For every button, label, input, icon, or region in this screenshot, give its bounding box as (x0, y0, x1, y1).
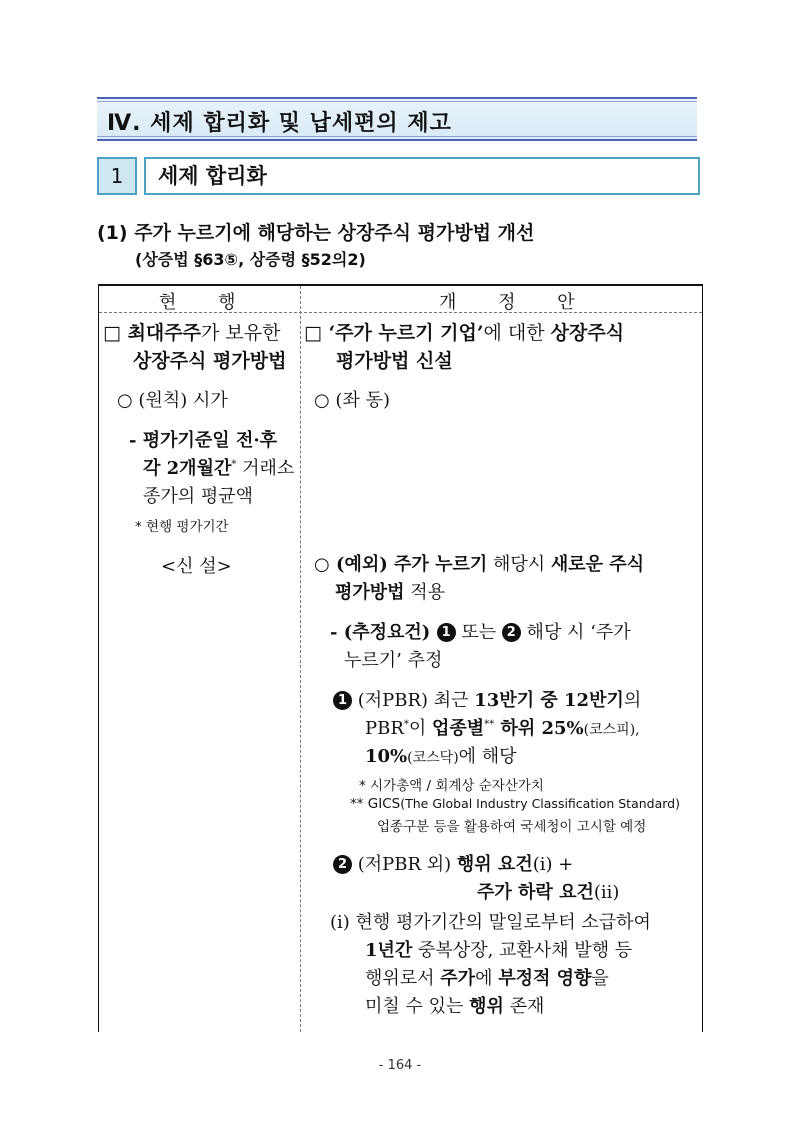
right-presumption-line2: 누르기’ 추정 (344, 650, 443, 671)
condition-1-l2-e: (코스피), (583, 722, 640, 738)
requirement-i-l4-a: 미칠 수 있는 (365, 996, 470, 1017)
condition-1-c: 의 (623, 690, 642, 711)
left-note: * 현행 평가기간 (135, 519, 229, 535)
requirement-i-l3-e: 을 (591, 968, 609, 989)
condition-1-line2 (365, 714, 640, 740)
requirement-i: (ⅰ) 현행 평가기간의 말일로부터 소급하여 (330, 912, 651, 933)
requirement-i-l4-c: 존재 (503, 996, 545, 1017)
left-dash1-a: - 평가기준일 전·후 (129, 430, 277, 451)
right-exception-b: 해당시 (487, 554, 551, 575)
left-dash1-line2 (143, 454, 294, 480)
condition-1-line3 (365, 742, 517, 768)
requirement-i-l2-b: 중복상장, 교환사채 발행 등 (412, 940, 633, 961)
chapter-title: Ⅳ. 세제 합리화 및 납세편의 제고 (107, 111, 452, 136)
right-box-b: 에 대한 (483, 322, 551, 344)
requirement-i-line2 (365, 936, 632, 962)
right-exception-c: 새로운 주식 (550, 554, 645, 575)
footnote-2-a: ** GICS (350, 796, 401, 812)
left-principle: ○ (원칙) 시가 (117, 390, 228, 411)
right-same: ○ (좌 동) (314, 390, 390, 411)
footnote-2-line2: 업종구분 등을 활용하여 국세청이 고시할 예정 (377, 819, 647, 835)
left-dash1-star: * (231, 459, 237, 470)
right-presumption-c: 해당 시 ‘주가 (520, 622, 631, 643)
page-number: - 164 - (378, 1058, 422, 1073)
circled-number-1-icon: 1 (333, 691, 352, 710)
condition-1-l2-d: 하위 25% (494, 718, 584, 739)
requirement-i-line3 (365, 964, 609, 990)
column-divider (300, 286, 301, 1032)
bottom-rule-thin (97, 136, 697, 137)
condition-2-l2-a: 주가 하락 요건 (477, 882, 594, 903)
header-revised: 개 정 안 (439, 292, 593, 313)
requirement-i-line4 (365, 992, 544, 1018)
condition-2-line2 (477, 878, 619, 904)
right-presumption-b: 또는 (455, 622, 502, 643)
top-rule-thin (97, 101, 697, 102)
left-box-line2-text: 상장주식 평가방법 (133, 350, 287, 372)
requirement-i-l4-b: 행위 (469, 996, 504, 1017)
condition-2 (333, 850, 573, 876)
right-exception-line2 (335, 578, 445, 604)
condition-1-star: * (403, 719, 409, 730)
right-box-c: 상장주식 (550, 322, 625, 344)
circled-number-1-icon: 1 (437, 623, 456, 642)
condition-1-pbr: PBR (365, 718, 404, 739)
left-new: <신 설> (161, 556, 232, 577)
right-presumption (330, 618, 631, 644)
condition-1-l3-c: 에 해당 (458, 746, 517, 767)
top-rule (97, 97, 697, 99)
condition-1-a: (저PBR) 최근 (357, 690, 475, 711)
condition-2-l2-b: (ⅱ) (593, 882, 620, 903)
condition-1-l3-a: 10% (365, 746, 408, 767)
item-subheading: (상증법 §63⑤, 상증령 §52의2) (135, 250, 366, 269)
condition-1-star2: ** (484, 719, 495, 730)
requirement-i-l2-a: 1년간 (365, 940, 413, 961)
left-box-line1 (103, 318, 280, 345)
circled-number-2-icon: 2 (333, 855, 352, 874)
left-box-normal: 가 보유한 (200, 322, 281, 344)
right-presumption-a: - (추정요건) (330, 622, 437, 643)
right-exception-line2-a: 평가방법 (335, 582, 405, 603)
requirement-i-l3-d: 부정적 영향 (498, 968, 592, 989)
header-current: 현 행 (159, 292, 254, 313)
left-dash1 (129, 426, 277, 452)
right-exception-line2-b: 적용 (404, 582, 446, 603)
left-dash1-b: 각 2개월간 (143, 458, 232, 479)
left-box-line2 (133, 346, 286, 373)
condition-1-l2-c: 업종별 (432, 718, 485, 739)
right-box-line1 (304, 318, 624, 345)
right-box-line2-text: 평가방법 신설 (336, 350, 453, 372)
section-number: 1 (97, 157, 137, 195)
footnote-2 (350, 796, 680, 812)
chapter-title-bar (97, 97, 697, 141)
circled-number-2-icon: 2 (502, 623, 521, 642)
condition-2-b: 행위 요건 (456, 854, 533, 875)
requirement-i-l3-b: 주가 (440, 968, 476, 989)
condition-1 (333, 686, 641, 712)
requirement-i-l3-a: 행위로서 (365, 968, 441, 989)
comparison-table (98, 284, 703, 1032)
footnote-2-b: (The Global Industry Classification Standard) (400, 796, 680, 811)
left-dash1-c: 거래소 (236, 458, 295, 479)
condition-1-b: 13반기 중 12반기 (474, 690, 624, 711)
left-dash1-line3: 종가의 평균액 (143, 486, 254, 507)
item-heading: (1) 주가 누르기에 해당하는 상장주식 평가방법 개선 (97, 222, 535, 244)
requirement-i-l3-c: 에 (475, 968, 499, 989)
right-box-line2 (336, 346, 453, 373)
condition-1-l2-b: 이 (408, 718, 433, 739)
condition-1-l3-b: (코스닥) (407, 750, 459, 766)
bottom-rule (97, 139, 697, 141)
right-box-a: □ ‘주가 누르기 기업’ (304, 322, 484, 344)
footnote-1: * 시가총액 / 회계상 순자산가치 (359, 778, 544, 794)
right-exception-a: ○ (예외) 주가 누르기 (314, 554, 488, 575)
section-title: 세제 합리화 (144, 157, 700, 195)
right-exception (314, 550, 644, 576)
condition-2-a: (저PBR 외) (357, 854, 457, 875)
condition-2-c: (ⅰ) + (532, 854, 574, 875)
left-box-bold: □ 최대주주 (103, 322, 201, 344)
